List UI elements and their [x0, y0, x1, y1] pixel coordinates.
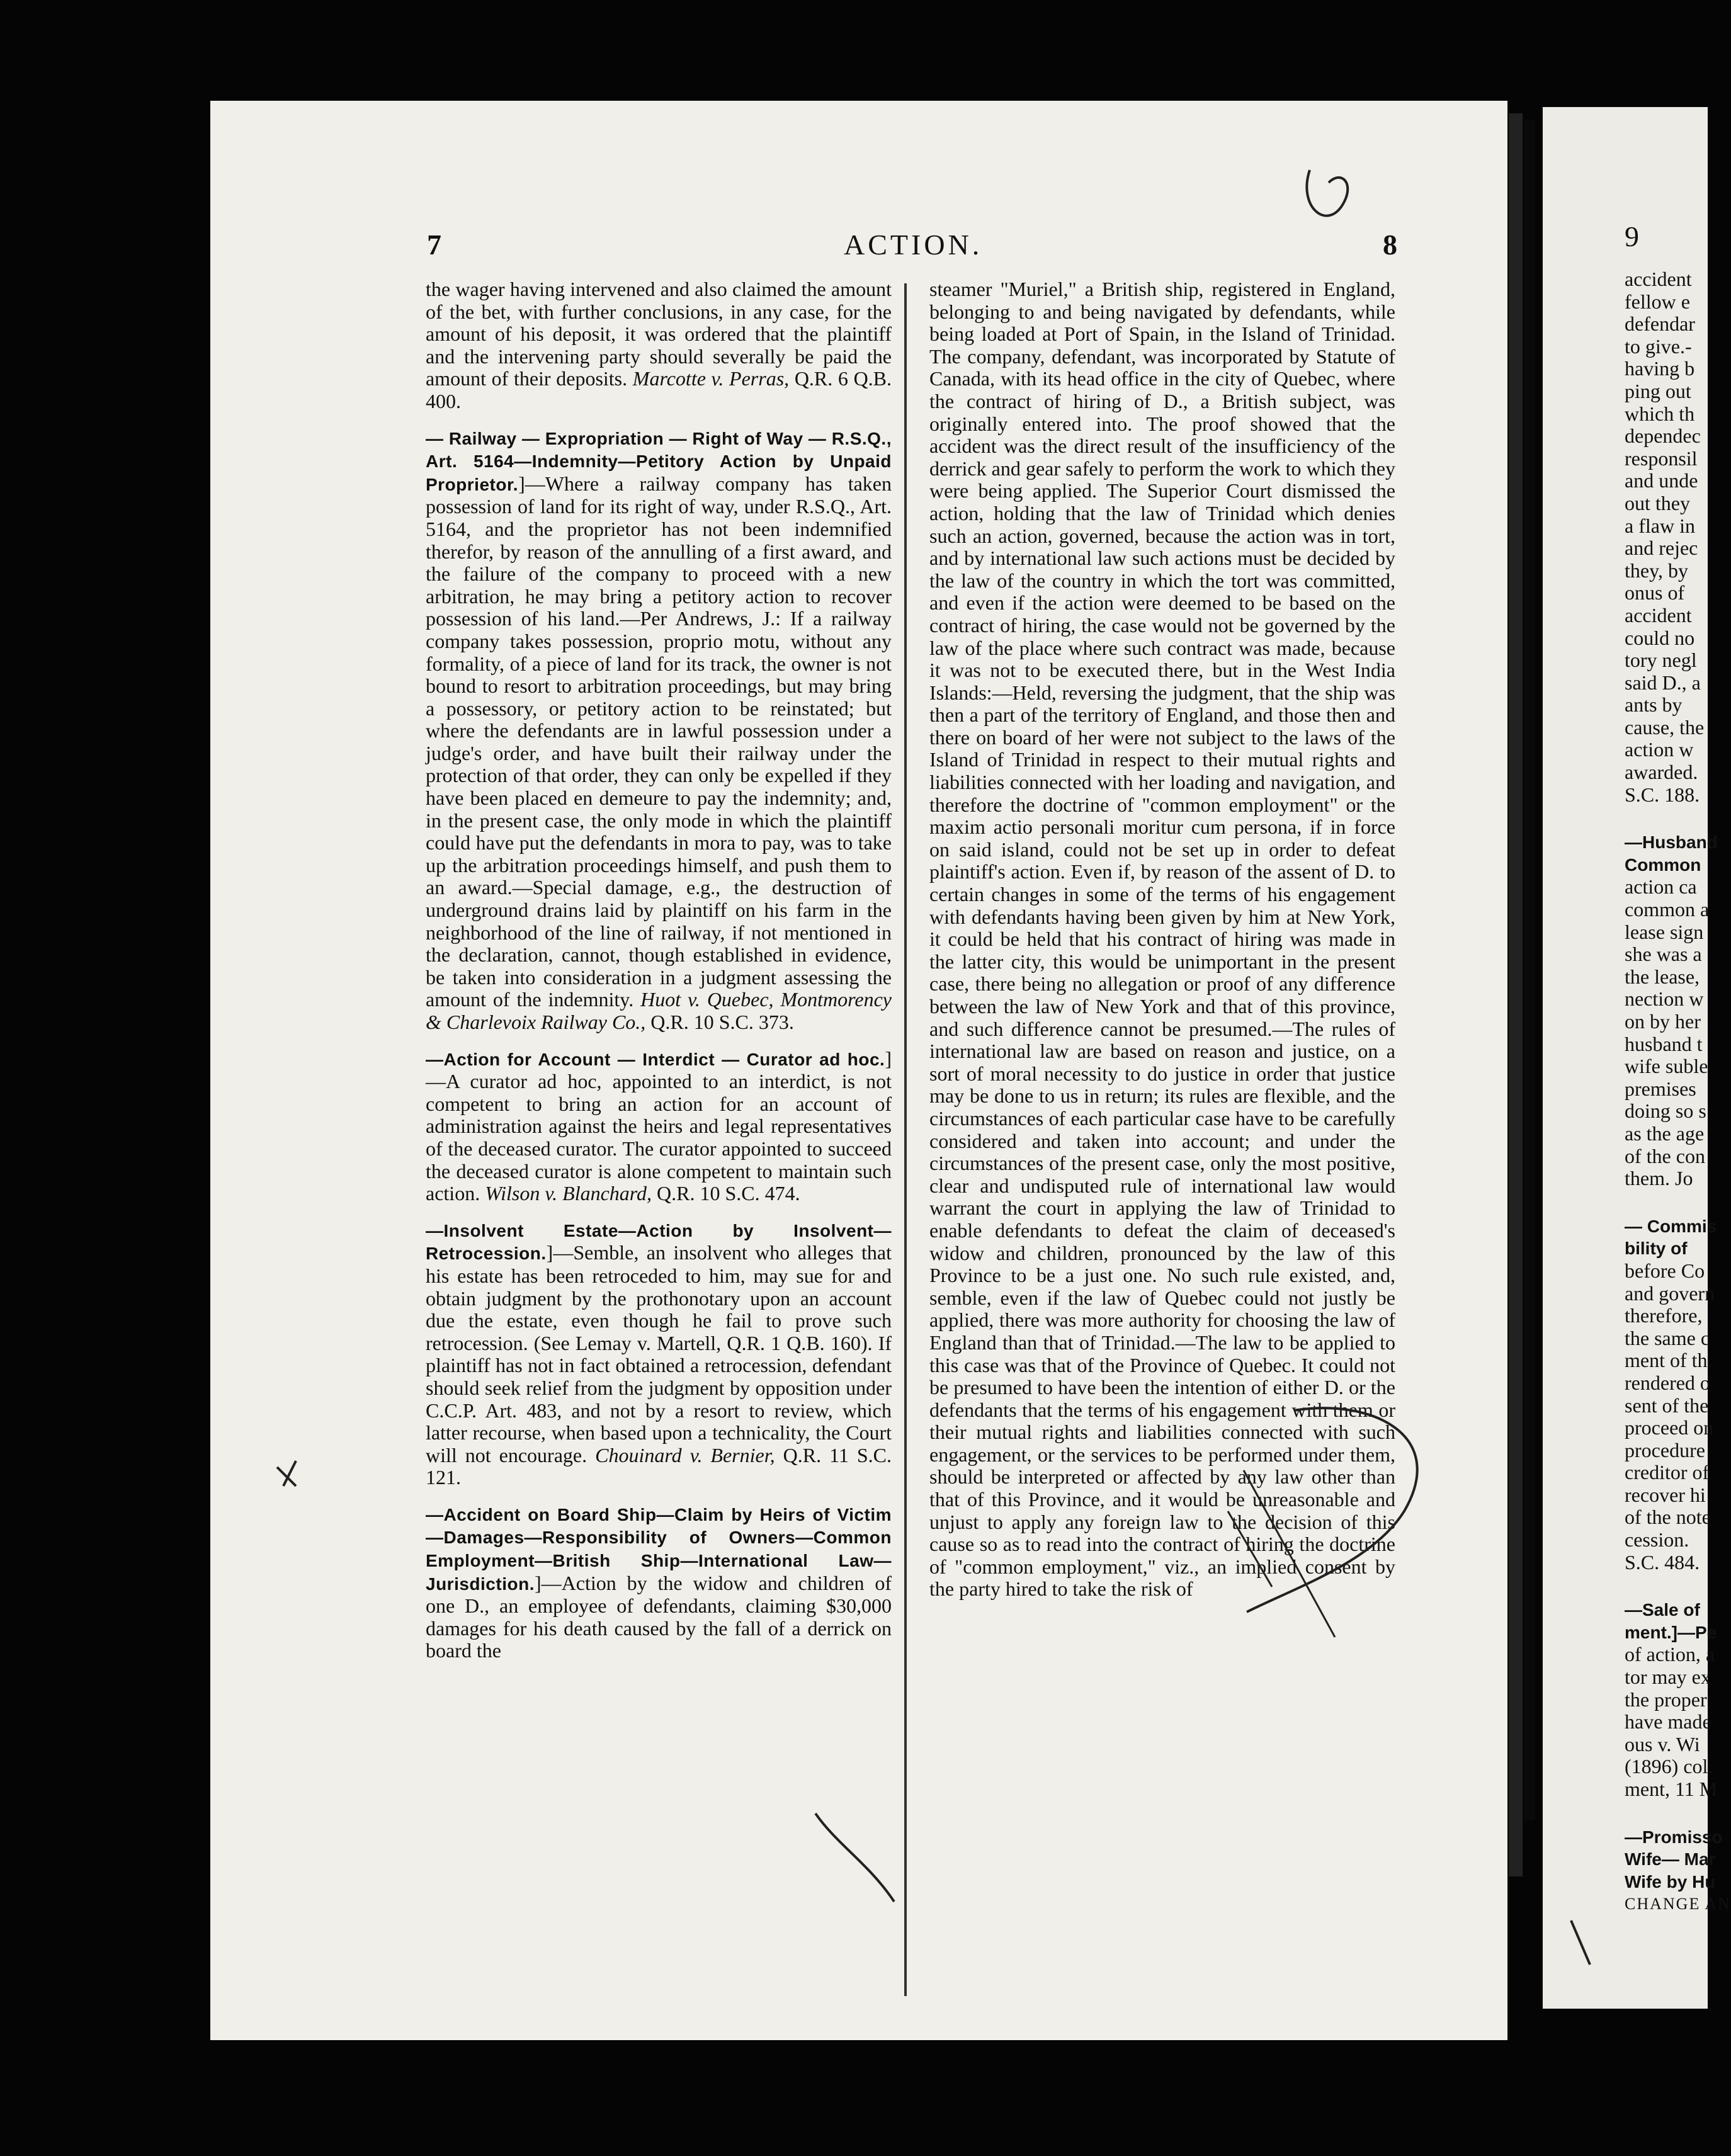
entry-heading: —Insolvent Estate—Action by Insolvent—Retrocession. — [426, 1220, 892, 1264]
fragment-line: on by her — [1625, 1010, 1701, 1033]
fragment-line: of the note — [1625, 1506, 1711, 1529]
fragment-line: lease sign — [1625, 920, 1704, 943]
fragment-line: —Sale of — [1625, 1600, 1700, 1620]
fragment-line: accident — [1625, 603, 1692, 627]
digest-entry — [426, 427, 892, 1034]
fragment-line: ants by — [1625, 693, 1683, 717]
entry-text: ]—A curator ad hoc, appointed to an interdict, is not competent to bring an action for an account of administration against the heirs and legal representatives of the deceased curator. The curator appointed to succeed the deceased curator is alone competent to maintain such action. — [426, 1047, 892, 1205]
fragment-line: the proper — [1625, 1688, 1707, 1711]
fragment-line: premises — [1625, 1077, 1696, 1100]
fragment-line: S.C. 484. — [1625, 1550, 1700, 1574]
fragment-line: proceed on — [1625, 1416, 1714, 1439]
book-gutter-shadow — [1524, 120, 1535, 1820]
fragment-line: a flaw in — [1625, 514, 1695, 537]
digest-entry — [426, 1048, 892, 1205]
entry-heading: — Railway — Expropriation — Right of Way — R.S.Q., Art. 5164—Indemnity—Petitory Action by Unpaid Proprietor. — [426, 428, 892, 494]
fragment-line: — Commis — [1625, 1216, 1717, 1236]
fragment-line: wife suble — [1625, 1055, 1708, 1078]
fragment-line: she was a — [1625, 943, 1702, 966]
fragment-line: and rejec — [1625, 536, 1698, 560]
fragment-line: the same c — [1625, 1326, 1710, 1349]
fragment-line: said D., a — [1625, 671, 1701, 694]
entry-text: ]—Semble, an insolvent who alleges that his estate has been retroceded to him, may sue for and obtain judgment by the prothonotary upon an account due the estate, even though he fail to prove such retrocession. (See Lemay v. Martell, Q.R. 1 Q.B. 160). If plaintiff has not in fact obtained a retrocession, defendant should seek relief from the judgment by opposition under C.C.P. Art. 483, and not by a resort to review, which latter recourse, when based upon a technicality, the Court will not encourage. — [426, 1241, 892, 1467]
case-citation: Q.R. 11 S.C. 121. — [426, 1443, 892, 1489]
fragment-line: as the age — [1625, 1121, 1705, 1145]
fragment-line: cession. — [1625, 1528, 1689, 1552]
fragment-line: action w — [1625, 738, 1694, 761]
fragment-line: dependec — [1625, 424, 1701, 448]
fragment-line: Common — [1625, 854, 1701, 875]
fragment-line: accident — [1625, 268, 1692, 290]
fragment-line: bility of — [1625, 1239, 1688, 1259]
fragment-gap — [1625, 1801, 1708, 1826]
next-page-column — [1625, 220, 1731, 1915]
fragment-line: —Promisso — [1625, 1827, 1723, 1847]
fragment-line: ping out — [1625, 379, 1691, 402]
fragment-line: and unde — [1625, 469, 1698, 492]
fragment-line: responsil — [1625, 446, 1698, 470]
fragment-line: Wife— Mar — [1625, 1849, 1716, 1869]
case-citation: Q.R. 10 S.C. 373. — [650, 1011, 794, 1033]
fragment-line: husband t — [1625, 1032, 1703, 1055]
fragment-line: sent of the — [1625, 1393, 1709, 1417]
case-name: Marcotte v. Perras, — [632, 367, 795, 390]
fragment-line: common a — [1625, 898, 1710, 921]
fragment-line: ous v. Wi — [1625, 1732, 1700, 1756]
fragment-line: of action, a — [1625, 1643, 1715, 1666]
fragment-line: procedure — [1625, 1438, 1705, 1461]
fragment-line: ment, 11 M — [1625, 1778, 1718, 1800]
fragment-line: awarded. — [1625, 761, 1698, 784]
fragment-line: tory negl — [1625, 649, 1697, 672]
fragment-line: recover hi — [1625, 1483, 1706, 1506]
running-head: ACTION. — [844, 229, 983, 261]
book-gutter — [1509, 113, 1523, 1876]
fragment-line: ment of th — [1625, 1349, 1708, 1372]
fragment-line: could no — [1625, 626, 1695, 649]
left-page-number: 7 — [427, 229, 441, 261]
fragment-line: therefore, — [1625, 1304, 1703, 1327]
entry-text: the wager having intervened and also claimed the amount of the bet, with further conclusions, in any case, for the amount of his deposit, it was ordered that the plaintiff and the intervening party should severally be paid the amount of their deposits. — [426, 278, 892, 390]
fragment-gap — [1625, 1190, 1708, 1215]
fragment-line: out they — [1625, 491, 1690, 514]
fragment-line: nection w — [1625, 987, 1704, 1011]
entry-text: ]—Where a railway company has taken possession of land for its right of way, under R.S.Q., Art. 5164, and the proprietor has not been indemnified therefor, by reason of the annulling of a first award, and the failure of the company to proceed with a new arbitration, he may bring a petitory action to recover possession of his land.—Per Andrews, J.: If a railway company takes possession, proprio motu, without any formality, of a piece of land for its track, the owner is not bound to resort to arbitration proceedings, but may bring a possessory, or petitory action to be reinstated; but where the defendants are in lawful possession under a judge's order, and have built their railway under the protection of that order, they can only be expelled if they have been placed en demeure to pay the indemnity; and, in the present case, the only mode in which the plaintiff could have put the defendants in mora to pay, was to take up the arbitration proceedings himself, and push them to an award.—Special damage, e.g., the destruction of underground drains laid by plaintiff on his farm in the neighborhood of the line of railway, if not mentioned in the declaration, cannot, though established in evidence, be taken into consideration in a judgment assessing the amount of the indemnity. — [426, 472, 892, 1011]
fragment-line: Wife by Hu — [1625, 1871, 1716, 1892]
fragment-line: S.C. 188. — [1625, 783, 1700, 806]
entry-text: ]—Action by the widow and children of one D., an employee of defendants, claiming $30,000 damages for his death caused by the fall of a derrick on board the — [426, 1571, 892, 1662]
fragment-line: the lease, — [1625, 965, 1700, 988]
fragment-line: rendered o — [1625, 1371, 1710, 1394]
fragment-line: ment.]—Pe — [1625, 1622, 1717, 1642]
case-continuation-text: steamer "Muriel," a British ship, registered in England, belonging to and being navigated by defendants, while being loaded at Port of Spain, in the Island of Trinidad. The company, defendant, was incorporated by Statute of Canada, with its head office in the city of Quebec, where the contract of hiring of D., a British subject, was originally entered into. The proof showed that the accident was the direct result of the insufficiency of the derrick and gear safely to perform the work to which they were being applied. The Superior Court dismissed the action, holding that the law of Trinidad which denies such an action, governed, because the action was in tort, and by international law such actions must be decided by the law of the country in which the tort was committed, and even if the action were deemed to be based on the contract of hiring, the case would not be governed by the law of the place where such contract was made, because it was not to be executed there, but in the West India Islands:—Held, reversing the judgment, that the ship was then a part of the territory of England, and those then and there on board of her were not subject to the laws of the Island of Trinidad in respect to their mutual rights and liabilities connected with her loading and navigation, and therefore the doctrine of "common employment" or the maxim actio personali moritur cum persona, if in force on said island, could not be set up in order to defeat plaintiff's action. Even if, by reason of the assent of D. to certain changes in some of the terms of his engagement with defendants having been given by him at New York, it could be held that his contract of hiring was made in the latter city, this would be unimportant in the present case, there being no allegation or proof of any difference between the law of New York and that of this province, and such difference cannot be presumed.—The rules of international law are based on reason and justice, on a sort of moral necessity to do justice in order that justice may be done to us in return; its rules are flexible, and the circumstances of each particular case have to be carefully considered and taken into account; and under the circumstances of the present case, only the most positive, clear and undisputed rule of international law would warrant the court in applying the law of Trinidad to enable defendants to defeat the claim of deceased's widow and children, pronounced by the law of this Province to be a just one. No such rule existed, and, semble, even if the law of Quebec could not justly be applied, there was more authority for choosing the law of England than that of Trinidad.—The law to be applied to this case was that of the Province of Quebec. It could not be presumed to have been the intention of either D. or the defendants that the terms of his engagement with them or their mutual rights and liabilities connected with such engagement, or the services to be performed under them, should be interpreted or affected by any law other than that of this Province, and it would be unreasonable and unjust to apply any foreign law to the decision of this cause so as to read into the contract of hiring the doctrine of "common employment," viz., an implied consent by the party hired to take the risk of — [929, 278, 1395, 1601]
entry-heading: —Accident on Board Ship—Claim by Heirs of Victim—Damages—Responsibility of Owners—Common Employment—British Ship—International Law—Jurisdiction. — [426, 1504, 892, 1594]
fragment-line: —Husband — [1625, 832, 1718, 853]
column-rule — [904, 283, 907, 1996]
case-citation: Q.R. 10 S.C. 474. — [657, 1182, 800, 1205]
next-page-number: 9 — [1625, 220, 1639, 252]
fragment-line: action ca — [1625, 875, 1697, 899]
fragment-line: before Co — [1625, 1259, 1705, 1282]
digest-entry — [426, 1503, 892, 1662]
fragment-line: fellow e — [1625, 290, 1690, 313]
case-name: Wilson v. Blanchard, — [485, 1182, 657, 1205]
fragment-line: CHANGE AN — [1625, 1895, 1731, 1914]
fragment-line: creditor of — [1625, 1461, 1710, 1484]
entry-heading: —Action for Account — Interdict — Curator ad hoc. — [426, 1049, 885, 1069]
fragment-line: of the con — [1625, 1144, 1705, 1167]
fragment-line: doing so s — [1625, 1099, 1706, 1123]
case-name: Chouinard v. Bernier, — [595, 1443, 783, 1467]
fragment-line: which th — [1625, 402, 1695, 425]
middle-column — [929, 278, 1395, 1614]
fragment-gap — [1625, 1574, 1708, 1599]
case-citation: Q.R. 6 Q.B. 400. — [426, 367, 892, 412]
right-page-number: 8 — [1383, 229, 1397, 261]
fragment-line: and govern — [1625, 1281, 1715, 1305]
fragment-line: to give.- — [1625, 334, 1692, 358]
fragment-line: (1896) col. — [1625, 1755, 1713, 1778]
case-name: Huot v. Quebec, Montmorency & Charlevoix Railway Co., — [426, 988, 892, 1033]
fragment-line: them. Jo — [1625, 1167, 1693, 1190]
fragment-line: having b — [1625, 357, 1695, 380]
fragment-line: defendar — [1625, 312, 1695, 336]
fragment-line: cause, the — [1625, 715, 1705, 739]
fragment-line: have made — [1625, 1710, 1711, 1733]
fragment-gap — [1625, 806, 1708, 831]
digest-entry — [426, 1219, 892, 1489]
fragment-line: tor may ex — [1625, 1665, 1711, 1689]
left-column — [426, 278, 892, 1676]
digest-entry — [426, 278, 892, 413]
fragment-line: onus of — [1625, 581, 1685, 604]
fragment-line: they, by — [1625, 559, 1689, 582]
